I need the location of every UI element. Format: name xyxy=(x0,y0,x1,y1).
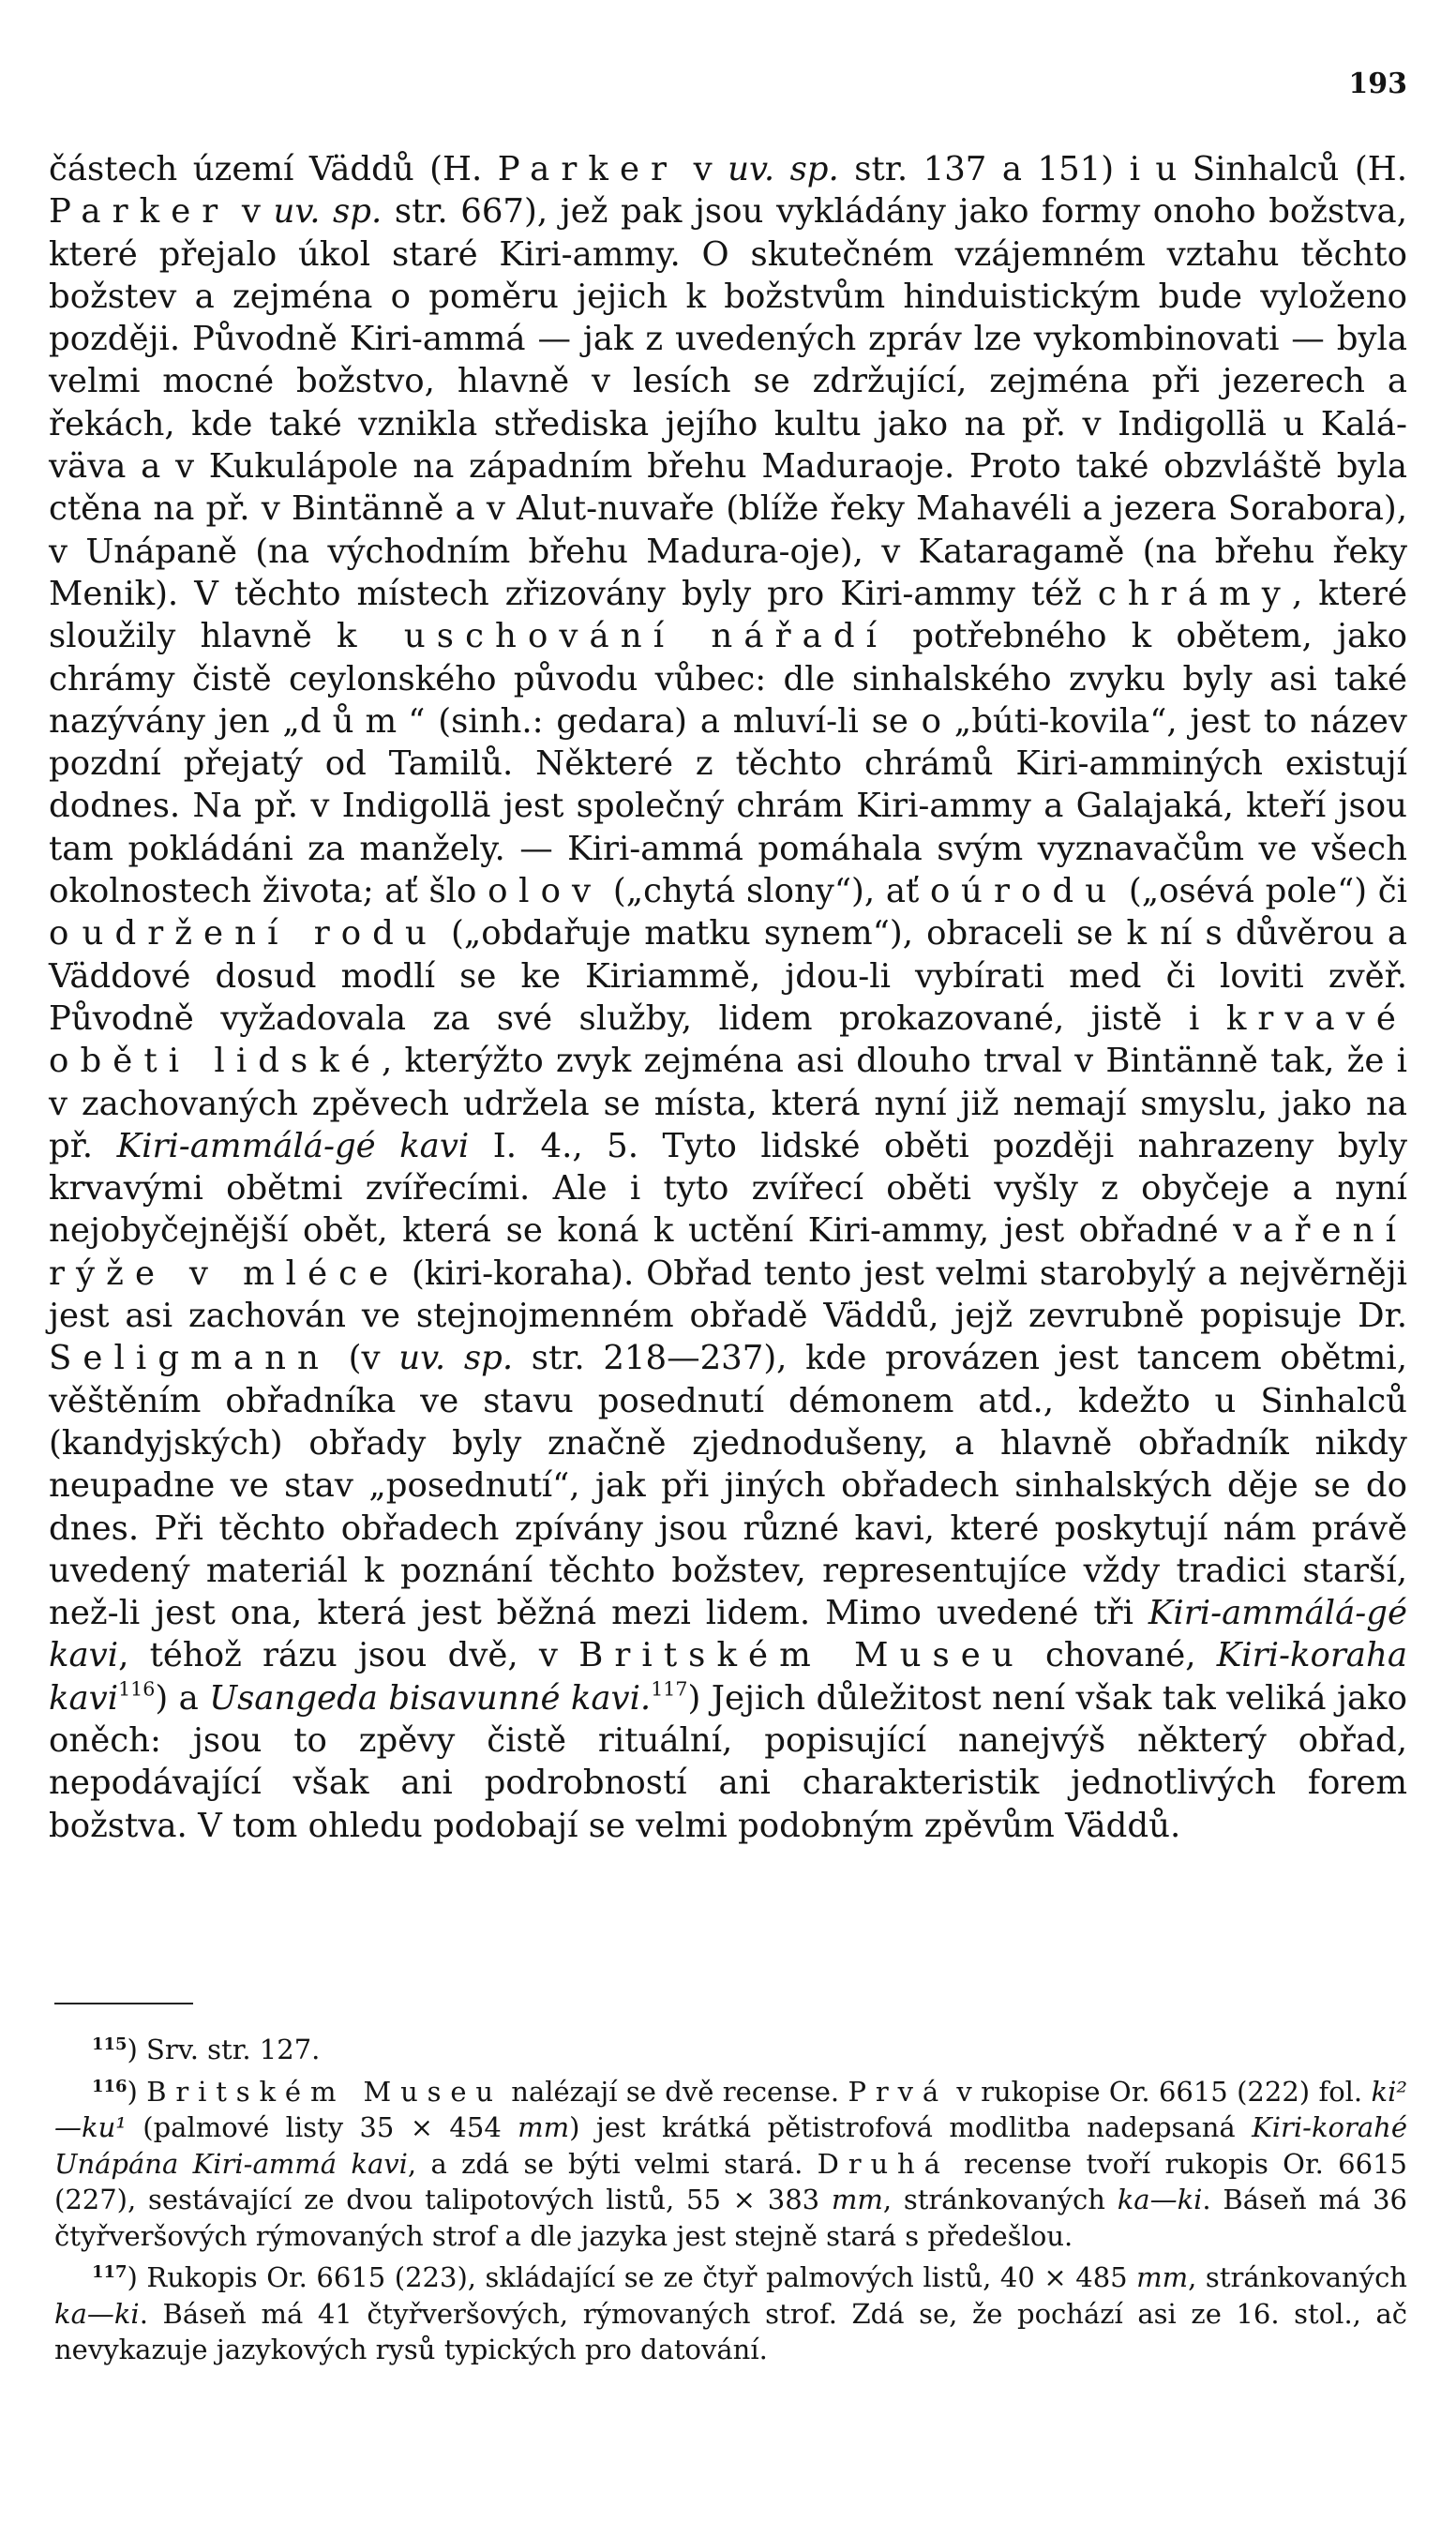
text-run: (kiri-koraha). Obřad tento jest velmi starobylý a nejvěrněji jest asi zachován ve stejnojmenném obřadě Väddů, jejž zevrubně popisuje Dr. xyxy=(49,1253,1407,1336)
spaced-emphasis: vaření rýže v mléce xyxy=(49,1211,1407,1293)
text-run: ) a xyxy=(155,1678,210,1718)
spaced-emphasis: Parker xyxy=(497,150,679,188)
text-run: I. 4., 5. Tyto lidské oběti později nahrazeny byly krvavými obětmi zvířecími. Ale i tyto zvířecí oběti vyšly z obyčeje a nyní nejobyčejnější obět, která se koná k uctění Kiri-ammy, jest obřadné xyxy=(49,1126,1407,1251)
text-run: . Báseň má 41 čtyřveršových, rýmovaných strof. Zdá se, že pochází asi ze 16. stol., ač nevykazuje jazykových rysů typických pro datování. xyxy=(54,2297,1407,2365)
spaced-emphasis: udržení rodu xyxy=(82,914,438,953)
text-run: , kterýžto zvyk zejména asi dlouho trval v Bintänně tak, že i v zachovaných zpěvech udržela se místa, která nyní již nemají smyslu, jako na př. xyxy=(49,1042,1407,1165)
text-run: („obdařuje matku synem“), obraceli se k ní s důvěrou a Väddové dosud modlí se ke Kiriammě, jdou-li vybírati med či loviti zvěř. Původně vyžadovala za své služby, lidem prokazované, jistě i xyxy=(49,914,1407,1038)
text-run: ) Jejich důležitost není však tak veliká jako oněch: jsou to zpěvy čistě rituální, popisující nanejvýš některý obřad, nepodávající však ani podrobností ani charakteristik jednotlivých forem božstva. V tom ohledu podobají se velmi podobným zpěvům Väddů. xyxy=(49,1678,1407,1845)
text-run: ) xyxy=(127,2075,147,2108)
footnote-reference: 117 xyxy=(651,1677,688,1701)
footnote-reference: 116 xyxy=(118,1677,156,1701)
main-text xyxy=(49,148,1407,1847)
spaced-emphasis: Prvá xyxy=(848,2075,948,2108)
italic-text: mm xyxy=(1136,2261,1189,2293)
spaced-emphasis: Seligmann xyxy=(49,1339,330,1378)
italic-text: Kiri-koraha kavi xyxy=(49,1636,1407,1718)
text-run: , které sloužily hlavně xyxy=(49,574,1407,656)
text-run: str. 137 a 151) i u Sinhalců (H. xyxy=(838,150,1407,188)
italic-text: ki²—ku¹ xyxy=(54,2075,1407,2143)
text-run: , a zdá se býti velmi stará. xyxy=(407,2147,818,2180)
spaced-emphasis: dům xyxy=(299,701,409,741)
text-run: , stránkovaných xyxy=(882,2184,1118,2215)
text-run: recense tvoří rukopis Or. 6615 (227), sestávající ze dvou talipotových listů, 55 × 383 xyxy=(54,2147,1407,2215)
text-run: str. 218—237), kde provázen jest tancem obětmi, věštěním obřadníka ve stavu posednutí démonem atd., kdežto u Sinhalců (kandyjských) obřady byly značně zjednodušeny, a hlavně obřadník nikdy neupadne ve stav „posednutí“, jak při jiných obřadech sinhalských děje se do dnes. Při těchto obřadech zpívány jsou různé kavi, které poskytují nám právě uvedený materiál k poznání těchto božstev, representujíce vždy tradici starší, než-li jest ona, která jest běžná mezi lidem. Mimo uvedené tři xyxy=(49,1339,1407,1633)
spaced-emphasis: Britském Museu xyxy=(578,1636,1025,1675)
body-paragraph xyxy=(49,148,1407,1847)
spaced-emphasis: chrámy xyxy=(1097,574,1292,613)
spaced-emphasis: Druhá xyxy=(817,2147,950,2180)
text-run: ) jest krátká pětistrofová modlitba nadepsaná xyxy=(569,2111,1253,2143)
italic-text: mm xyxy=(831,2184,883,2215)
spaced-emphasis: úrodu xyxy=(961,872,1118,911)
spaced-emphasis: Parker xyxy=(49,192,230,232)
footnote-number: 117 xyxy=(92,2262,128,2283)
footnotes xyxy=(54,2032,1407,2374)
text-run: nalézají se dvě recense. xyxy=(502,2075,848,2108)
text-run: ) Srv. str. 127. xyxy=(127,2034,321,2065)
footnote xyxy=(54,2032,1407,2068)
footnote xyxy=(54,2074,1407,2255)
text-run: („osévá pole“) či o xyxy=(49,872,1407,953)
italic-text: Kiri-ammálá-gé kavi xyxy=(49,1594,1407,1675)
italic-text: uv. sp. xyxy=(398,1339,514,1378)
text-run: (v xyxy=(329,1339,399,1378)
footnote xyxy=(54,2259,1407,2368)
text-run: částech území Väddů (H. xyxy=(49,150,498,188)
text-run: , téhož rázu jsou dvě, v xyxy=(118,1636,579,1675)
italic-text: mm xyxy=(518,2111,570,2143)
text-run: , stránkovaných xyxy=(1188,2261,1407,2293)
italic-text: Usangeda bisavunné kavi. xyxy=(209,1678,652,1718)
spaced-emphasis: lov xyxy=(518,872,603,911)
text-run: str. 667), jež pak jsou vykládány jako formy onoho božstva, které přejalo úkol staré Kiri-ammy. O skutečném vzájemném vztahu těchto božstev a zejména o poměru jejich k božstvům hinduistickým bude vyloženo později. Původně Kiri-ammá — jak z uvedených zpráv lze vykombinovati — byla velmi mocné božstvo, hlavně v lesích se zdržující, zejména při jezerech a řekách, kde také vznikla střediska jejího kultu jako na př. v Indigollä u Kalá-väva a v Kukulápole na západním břehu Maduraoje. Proto také obzvláště byla ctěna na př. v Bintänně a v Alut-nuvaře (blíže řeky Mahavéli a jezera Sorabora), v Unápaně (na východním břehu Madura-oje), v Kataragamě (na břehu řeky Menik). V těchto místech zřizovány byly pro Kiri-ammy též xyxy=(49,192,1407,613)
text-run: potřebného k obětem, jako chrámy čistě ceylonského původu vůbec: dle sinhalského zvyku byly asi také nazývány jen „ xyxy=(49,617,1407,741)
spaced-emphasis: Britském Museu xyxy=(146,2075,503,2108)
text-run: ) Rukopis Or. 6615 (223), skládající se ze čtyř palmových listů, 40 × 485 xyxy=(127,2261,1137,2293)
italic-text: uv. sp. xyxy=(728,150,839,188)
page-number: 193 xyxy=(1348,68,1407,100)
footnote-number: 115 xyxy=(92,2034,128,2055)
spaced-emphasis: k uschování nářadí xyxy=(337,617,889,656)
text-run: („chytá slony“), ať o xyxy=(602,872,962,911)
italic-text: Kiri-ammálá-gé kavi xyxy=(116,1126,470,1165)
italic-text: ka—ki xyxy=(1117,2184,1203,2215)
italic-text: ka—ki xyxy=(54,2297,140,2330)
text-run: “ (sinh.: gedara) a mluví-li se o „búti-kovila“, jest to název pozdní přejatý od Tamilů. Některé z těchto chrámů Kiri-amminých existují dodnes. Na př. v Indigollä jest společný chrám Kiri-ammy a Galajaká, kteří jsou tam pokládáni za manžely. — Kiri-ammá pomáhala svým vyznavačům ve všech okolnostech života; ať šlo o xyxy=(49,701,1407,911)
spaced-emphasis: krvavé oběti lidské xyxy=(49,998,1407,1081)
footnote-number: 116 xyxy=(92,2076,128,2096)
italic-text: Kiri-korahé Unápána Kiri-ammá kavi xyxy=(54,2111,1407,2180)
text-run: v xyxy=(678,150,728,188)
text-run: v xyxy=(229,192,274,232)
text-run: v rukopise Or. 6615 (222) fol. xyxy=(948,2075,1372,2108)
text-run: (palmové listy 35 × 454 xyxy=(126,2111,518,2143)
text-run: . Báseň má 36 čtyřveršových rýmovaných strof a dle jazyka jest stejně stará s předešlou. xyxy=(54,2184,1407,2252)
italic-text: uv. sp. xyxy=(273,192,383,232)
footnote-divider xyxy=(54,2003,193,2004)
text-run: chované, xyxy=(1024,1636,1217,1675)
